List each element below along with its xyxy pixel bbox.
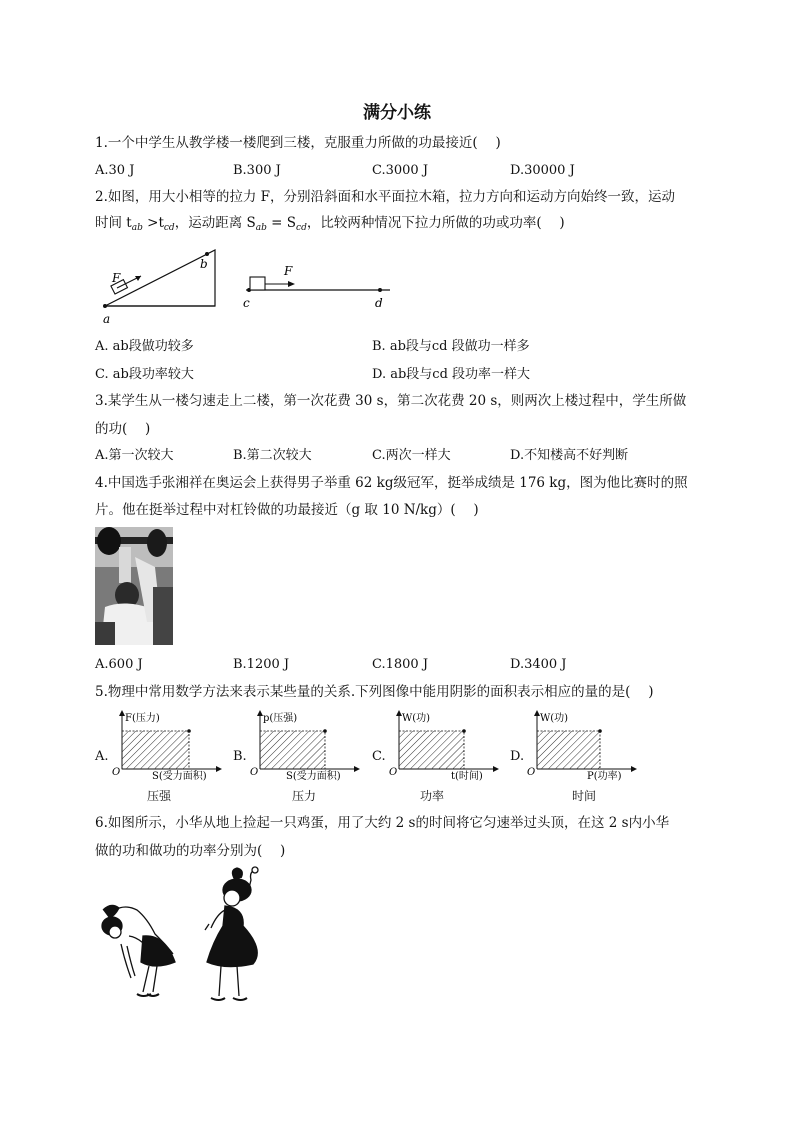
- q5-stem: 5.物理中常用数学方法来表示某些量的关系.下列图像中能用阴影的面积表示相应的量的是( ): [95, 684, 654, 700]
- q5-graph-a-y-label: F(压力): [125, 713, 160, 724]
- q5-graph-d-caption: 时间: [572, 789, 597, 803]
- point-a-label: a: [103, 312, 111, 326]
- q2-stem-line1: 2.如图，用大小相等的拉力 F，分别沿斜面和水平面拉木箱，拉力方向和运动方向始终一致，运动: [95, 189, 676, 205]
- q4-option-b: B.1200 J: [233, 657, 290, 672]
- q5-option-b-letter: B.: [233, 749, 247, 764]
- q3-option-d: D.不知楼高不好判断: [510, 448, 629, 463]
- q3-stem-line1: 3.某学生从一楼匀速走上二楼，第一次花费 30 s，第二次花费 20 s，则两次上楼过程中，学生所做: [95, 393, 687, 409]
- q1-stem: 1.一个中学生从教学楼一楼爬到三楼，克服重力所做的功最接近( ): [95, 135, 501, 151]
- q5-graph-c-origin: O: [389, 767, 398, 778]
- q1-option-c: C.3000 J: [372, 163, 429, 178]
- q5-graph-a: [110, 707, 235, 782]
- q3-option-a: A.第一次较大: [95, 448, 174, 463]
- q4-option-c: C.1800 J: [372, 657, 429, 672]
- q2-option-b: B. ab段与cd 段做功一样多: [372, 339, 530, 354]
- girl-lifting-egg-illustration: [95, 866, 270, 1012]
- q5-graph-a-caption: 压强: [147, 789, 172, 803]
- point-b-label: b: [200, 257, 208, 271]
- q5-graph-c: [387, 707, 512, 782]
- q4-stem-line1: 4.中国选手张湘祥在奥运会上获得男子举重 62 kg级冠军，挺举成绩是 176 kg，图为他比赛时的照: [95, 475, 688, 491]
- q6-stem-line1: 6.如图所示，小华从地上捡起一只鸡蛋，用了大约 2 s的时间将它匀速举过头顶，在这 2 s内小华: [95, 815, 670, 831]
- q5-graph-c-x-label: t(时间): [451, 771, 483, 782]
- q5-option-d-letter: D.: [510, 749, 525, 764]
- q5-option-a-letter: A.: [95, 749, 109, 764]
- q2-option-c: C. ab段功率较大: [95, 367, 194, 382]
- flat-force-label: F: [284, 264, 293, 278]
- q5-graph-d: [525, 707, 650, 782]
- incline-and-flat-diagram: [95, 244, 405, 330]
- q4-option-d: D.3400 J: [510, 657, 567, 672]
- q5-graph-a-origin: O: [112, 767, 121, 778]
- q6-stem-line2: 做的功和做功的功率分别为( ): [95, 843, 286, 859]
- point-d-label: d: [375, 296, 383, 310]
- q5-graph-d-x-label: P(功率): [587, 771, 622, 782]
- q5-graph-b-x-label: S(受力面积): [286, 771, 341, 782]
- q2-stem-line2: 时间 $t_{ab} >t_{cd}$，运动距离 $S_{ab} = S_{cd}$，比较两种情况下拉力所做的功或功率( ): [95, 215, 565, 233]
- incline-force-label: F: [112, 271, 121, 285]
- q5-graph-b: [248, 707, 373, 782]
- q5-graph-c-caption: 功率: [420, 789, 445, 803]
- q3-stem-line2: 的功( ): [95, 421, 151, 437]
- point-c-label: c: [243, 296, 250, 310]
- q5-graph-b-y-label: p(压强): [263, 713, 298, 724]
- q5-graph-d-y-label: W(功): [540, 713, 569, 724]
- q2-option-d: D. ab段与cd 段功率一样大: [372, 367, 531, 382]
- q3-option-c: C.两次一样大: [372, 448, 451, 463]
- q1-option-b: B.300 J: [233, 163, 281, 178]
- weightlifter-photo: [95, 527, 173, 645]
- q1-option-a: A.30 J: [95, 163, 135, 178]
- q5-graph-c-y-label: W(功): [402, 713, 431, 724]
- q5-graph-a-x-label: S(受力面积): [152, 771, 207, 782]
- q4-stem-line2: 片。他在挺举过程中对杠铃做的功最接近（g 取 10 N/kg）( ): [95, 502, 479, 518]
- q5-option-c-letter: C.: [372, 749, 386, 764]
- page-title: 满分小练: [363, 103, 431, 123]
- q1-option-d: D.30000 J: [510, 163, 575, 178]
- q2-option-a: A. ab段做功较多: [95, 339, 194, 354]
- q5-graph-d-origin: O: [527, 767, 536, 778]
- q3-option-b: B.第二次较大: [233, 448, 312, 463]
- q4-option-a: A.600 J: [95, 657, 143, 672]
- q5-graph-b-origin: O: [250, 767, 259, 778]
- q5-graph-b-caption: 压力: [292, 789, 317, 803]
